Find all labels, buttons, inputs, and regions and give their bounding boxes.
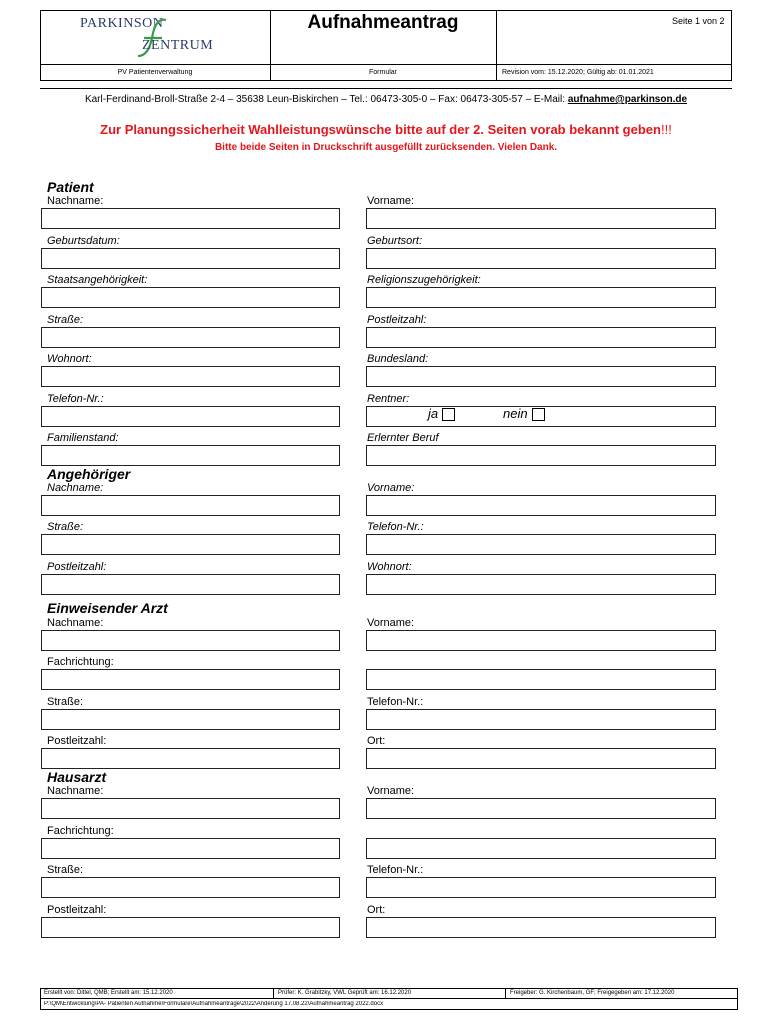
angeh-telefon-input[interactable]: [366, 534, 716, 555]
doctype-label: Formular: [368, 69, 397, 76]
arzt-fach-input-left[interactable]: [41, 669, 340, 690]
angeh-telefon-label: Telefon-Nr.:: [367, 521, 424, 533]
rentner-nein-label: nein: [503, 406, 528, 421]
header-divider-h: [40, 64, 732, 65]
rentner-ja-checkbox[interactable]: [442, 408, 455, 421]
section-hausarzt-title: Hausarzt: [47, 769, 107, 785]
angeh-wohnort-label: Wohnort:: [367, 561, 412, 573]
arzt-nachname-label: Nachname:: [47, 617, 104, 629]
angeh-vorname-input[interactable]: [366, 495, 716, 516]
arzt-strasse-label: Straße:: [47, 696, 84, 708]
angeh-vorname-label: Vorname:: [367, 482, 415, 494]
notice-sub: Bitte beide Seiten in Druckschrift ausgefüllt zurücksenden. Vielen Dank.: [214, 142, 558, 153]
patient-beruf-input[interactable]: [366, 445, 716, 466]
logo: [78, 14, 238, 60]
footer-divider-v2: [505, 988, 506, 998]
patient-religion-input[interactable]: [366, 287, 716, 308]
footer-path: P:\QM\Entwicklung\PA- Patienten Aufnahme\Formulare\Aufnahmeanträge\2022\Änderung 17.08.22\Aufnahmeantrag 2022.docx: [44, 1001, 384, 1007]
arzt-telefon-input[interactable]: [366, 709, 716, 730]
hausarzt-plz-label: Postleitzahl:: [47, 904, 107, 916]
hausarzt-fach-label: Fachrichtung:: [47, 825, 114, 837]
angeh-nachname-input[interactable]: [41, 495, 340, 516]
patient-wohnort-input[interactable]: [41, 366, 340, 387]
patient-bundesland-input[interactable]: [366, 366, 716, 387]
logo-line2: ZENTRUM: [142, 38, 214, 53]
patient-strasse-label: Straße:: [47, 314, 84, 326]
hausarzt-plz-input[interactable]: [41, 917, 340, 938]
page-title: Aufnahmeantrag: [307, 12, 459, 33]
logo-line1: PARKINSON: [80, 16, 164, 31]
rentner-nein: [503, 406, 545, 421]
angeh-plz-label: Postleitzahl:: [47, 561, 107, 573]
patient-bundesland-label: Bundesland:: [367, 353, 429, 365]
patient-plz-label: Postleitzahl:: [367, 314, 427, 326]
patient-religion-label: Religionszugehörigkeit:: [367, 274, 481, 286]
patient-nachname-label: Nachname:: [47, 195, 104, 207]
angeh-strasse-label: Straße:: [47, 521, 84, 533]
angeh-strasse-input[interactable]: [41, 534, 340, 555]
contact-rule: [40, 88, 732, 89]
patient-geburtsort-input[interactable]: [366, 248, 716, 269]
patient-geburtsdatum-label: Geburtsdatum:: [47, 235, 120, 247]
footer-divider-v1: [273, 988, 274, 998]
notice-main-text: Zur Planungssicherheit Wahlleistungswünsche bitte auf der 2. Seiten vorab bekannt geben: [100, 122, 661, 137]
section-arzt-title: Einweisender Arzt: [47, 600, 168, 616]
hausarzt-vorname-input[interactable]: [366, 798, 716, 819]
notice-main: [40, 122, 732, 137]
patient-wohnort-label: Wohnort:: [47, 353, 92, 365]
patient-strasse-input[interactable]: [41, 327, 340, 348]
arzt-nachname-input[interactable]: [41, 630, 340, 651]
arzt-telefon-label: Telefon-Nr.:: [367, 696, 424, 708]
hausarzt-ort-label: Ort:: [367, 904, 386, 916]
patient-familienstand-input[interactable]: [41, 445, 340, 466]
footer-pruefer: Prüfer: K. Grabitzky, VWL Geprüft am: 16.12.2020: [278, 990, 412, 996]
header-divider-v2: [496, 10, 497, 81]
page-number: Seite 1 von 2: [672, 16, 725, 26]
rentner-ja: [428, 406, 455, 421]
footer-erstellt: Erstellt von: Dittel, QMB; Erstellt am: 15.12.2020: [44, 990, 173, 996]
contact-line: [40, 94, 732, 105]
section-patient-title: Patient: [47, 179, 94, 195]
arzt-strasse-input[interactable]: [41, 709, 340, 730]
patient-geburtsdatum-input[interactable]: [41, 248, 340, 269]
arzt-ort-label: Ort:: [367, 735, 386, 747]
hausarzt-fach-input-right[interactable]: [366, 838, 716, 859]
hausarzt-vorname-label: Vorname:: [367, 785, 415, 797]
patient-vorname-input[interactable]: [366, 208, 716, 229]
contact-email[interactable]: aufnahme@parkinson.de: [567, 94, 688, 105]
patient-geburtsort-label: Geburtsort:: [367, 235, 423, 247]
hausarzt-ort-input[interactable]: [366, 917, 716, 938]
patient-rentner-label: Rentner:: [367, 393, 410, 405]
arzt-vorname-input[interactable]: [366, 630, 716, 651]
patient-nachname-input[interactable]: [41, 208, 340, 229]
hausarzt-telefon-input[interactable]: [366, 877, 716, 898]
hausarzt-nachname-input[interactable]: [41, 798, 340, 819]
arzt-plz-input[interactable]: [41, 748, 340, 769]
arzt-ort-input[interactable]: [366, 748, 716, 769]
patient-staat-label: Staatsangehörigkeit:: [47, 274, 148, 286]
footer-divider-h: [40, 998, 738, 999]
arzt-fach-input-right[interactable]: [366, 669, 716, 690]
angeh-wohnort-input[interactable]: [366, 574, 716, 595]
patient-telefon-input[interactable]: [41, 406, 340, 427]
notice-excl: !!!: [660, 122, 672, 137]
angeh-plz-input[interactable]: [41, 574, 340, 595]
arzt-plz-label: Postleitzahl:: [47, 735, 107, 747]
patient-beruf-label: Erlernter Beruf: [367, 432, 439, 444]
section-angehoeriger-title: Angehöriger: [47, 466, 131, 482]
hausarzt-telefon-label: Telefon-Nr.:: [367, 864, 424, 876]
hausarzt-nachname-label: Nachname:: [47, 785, 104, 797]
rentner-nein-checkbox[interactable]: [532, 408, 545, 421]
rentner-ja-label: ja: [428, 406, 439, 421]
dept-label: PV Patientenverwaltung: [117, 69, 193, 76]
patient-plz-input[interactable]: [366, 327, 716, 348]
patient-telefon-label: Telefon-Nr.:: [47, 393, 104, 405]
revision-label: Revision vom: 15.12.2020; Gültig ab: 01.01.2021: [502, 69, 654, 76]
patient-vorname-label: Vorname:: [367, 195, 415, 207]
hausarzt-strasse-input[interactable]: [41, 877, 340, 898]
arzt-vorname-label: Vorname:: [367, 617, 415, 629]
hausarzt-strasse-label: Straße:: [47, 864, 84, 876]
angeh-nachname-label: Nachname:: [47, 482, 104, 494]
patient-staat-input[interactable]: [41, 287, 340, 308]
arzt-fach-label: Fachrichtung:: [47, 656, 114, 668]
contact-address: Karl-Ferdinand-Broll-Straße 2-4 – 35638 Leun-Biskirchen – Tel.: 06473-305-0 – Fax: 06473-305-57 – E-Mail:: [84, 94, 568, 105]
patient-familienstand-label: Familienstand:: [47, 432, 119, 444]
hausarzt-fach-input-left[interactable]: [41, 838, 340, 859]
footer-freigeber: Freigeber: G. Kirchenbaum, GF; Freigegeben am: 17.12.2020: [510, 990, 675, 996]
